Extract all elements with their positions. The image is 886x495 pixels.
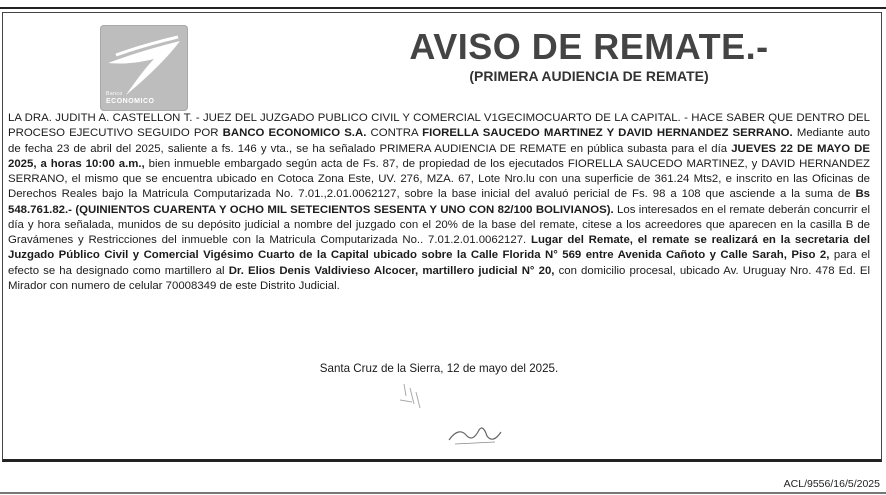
body-text-4: bien inmueble embargado según acta de Fs. 87, de propiedad de los ejecutados FIORELLA SAUCEDO MARTINEZ, y DAVID HERNANDEZ SERRANO, el mismo que se encuentra ubicado en Cotoca Zona Este, UV. 276, MZA. 67, Lote Nro.lu con una superficie de 361.24 Mts2, e inscrito en las Oficinas de Derechos Reales bajo la Matricula Computarizada No. 7.01.,2.01.0062127, sobre la base inicial del avaluó pericial de Fs. 98 a 108 que asciende a la suma de — [8, 157, 871, 201]
footer-code: ACL/9556/16/5/2025 — [783, 478, 880, 490]
body-bold-1: BANCO ECONOMICO S.A. — [222, 127, 367, 140]
top-rule — [0, 7, 886, 9]
body-text-6: para el efecto se ha designado como martillero al — [8, 249, 870, 277]
stamp-mark — [392, 378, 432, 418]
notice-title: AVISO DE REMATE.- — [409, 26, 769, 67]
body-bold-2: FIORELLA SAUCEDO MARTINEZ Y DAVID HERNANDEZ SERRANO. — [422, 127, 793, 140]
notice-subtitle: (PRIMERA AUDIENCIA DE REMATE) — [469, 68, 709, 84]
notice-body — [8, 111, 870, 294]
logo-line1: Banco — [106, 91, 123, 97]
body-bold-6: Dr. Elios Denis Valdivieso Alcocer, martillero judicial N° 20, — [228, 264, 555, 277]
signature — [445, 418, 505, 448]
bank-logo — [100, 25, 188, 111]
closing-date: Santa Cruz de la Sierra, 12 de mayo del 2025. — [319, 362, 559, 375]
body-text-3: Mediante auto de fecha 23 de abril del 2025, saliente a fs. 146 y vta., se ha señalado PRIMERA AUDIENCIA DE REMATE en pública subasta para el día — [8, 127, 870, 155]
body-text-7: con domicilio procesal, ubicado Av. Uruguay Nro. 478 Ed. El Mirador con numero de celular 70008349 de este Distrito Judicial. — [8, 264, 871, 292]
bottom-rule — [0, 492, 886, 494]
body-bold-5: Lugar del Remate, el remate se realizará en la secretaria del Juzgado Público Civil y Comercial Vigésimo Cuarto de la Capital ubicado sobre la Calle Florida N° 569 entre Avenida Cañoto y Calle Sarah, Piso 2, — [8, 234, 870, 262]
body-bold-4: Bs 548.761.82.- (QUINIENTOS CUARENTA Y OCHO MIL SETECIENTOS SESENTA Y UNO CON 82/100 BOLIVIANOS). — [8, 188, 870, 216]
body-text-1: LA DRA. JUDITH A. CASTELLON T. - JUEZ DEL JUZGADO PUBLICO CIVIL Y COMERCIAL V1GECIMOCUARTO DE LA CAPITAL. - HACE SABER QUE DENTRO DEL PROCESO EJECUTIVO SEGUIDO POR — [8, 112, 870, 140]
bank-logo-text — [106, 90, 184, 106]
body-text-5: Los interesados en el remate deberán concurrir el día y hora señalada, munidos de su depósito judicial a nombre del juzgado con el 20% de la base del remate, citese a los acreedores que aparecen en la casilla B de Gravámenes y Restricciones del inmueble con la Matricula Computarizada No.. 7.01.2.01.0062127. — [8, 203, 870, 246]
body-bold-3: JUEVES 22 DE MAYO DE 2025, a horas 10:00 a.m., — [8, 142, 870, 170]
logo-line2: ECONOMICO — [106, 98, 155, 105]
body-text-2: CONTRA — [366, 127, 423, 140]
